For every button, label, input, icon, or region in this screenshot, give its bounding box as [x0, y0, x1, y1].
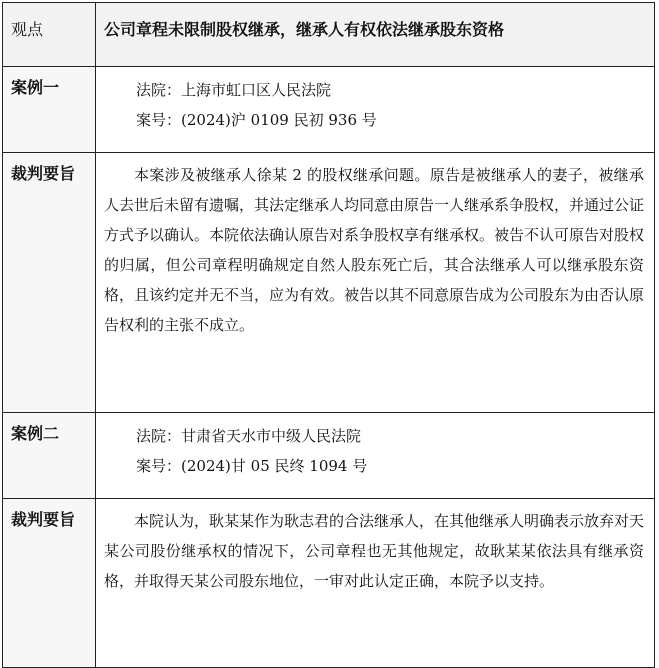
case-2-ruling-cell: [96, 499, 655, 668]
judgment-table: [2, 2, 655, 668]
case-2-ruling-label: 裁判要旨: [3, 499, 96, 668]
case-2-court: 法院：甘肃省天水市中级人民法院: [136, 427, 362, 445]
case-1-court: 法院：上海市虹口区人民法院: [136, 81, 332, 99]
case-1-row: [3, 67, 655, 153]
case-1-ruling-label: 裁判要旨: [3, 153, 96, 413]
case-2-case-number: 案号：(2024)甘 05 民终 1094 号: [136, 457, 368, 475]
case-1-label: 案例一: [3, 67, 96, 153]
case-2-label: 案例二: [3, 413, 96, 499]
header-row: [3, 3, 655, 67]
header-title: 公司章程未限制股权继承，继承人有权依法继承股东资格: [96, 3, 655, 67]
case-1-info: [96, 67, 655, 153]
header-label: 观点: [3, 3, 96, 67]
case-2-info: [96, 413, 655, 499]
case-1-case-number: 案号：(2024)沪 0109 民初 936 号: [136, 111, 377, 129]
case-1-ruling-text: 本案涉及被继承人徐某 2 的股权继承问题。原告是被继承人的妻子，被继承人去世后未留有遗嘱，其法定继承人均同意由原告一人继承系争股权，并通过公证方式予以确认。本院依法确认原告对系争股权享有继承权。被告不认可原告对股权的归属，但公司章程明确规定自然人股东死亡后，其合法继承人可以继承股东资格，且该约定并无不当，应为有效。被告以其不同意原告成为公司股东为由否认原告权利的主张不成立。: [104, 166, 645, 334]
case-2-ruling-text: 本院认为，耿某某作为耿志君的合法继承人，在其他继承人明确表示放弃对天某公司股份继承权的情况下，公司章程也无其他规定，故耿某某依法具有继承资格，并取得天某公司股东地位，一审对此认定正确，本院予以支持。: [104, 512, 645, 590]
case-2-ruling-row: [3, 499, 655, 668]
case-1-ruling-row: [3, 153, 655, 413]
case-1-ruling-cell: [96, 153, 655, 413]
case-2-row: [3, 413, 655, 499]
